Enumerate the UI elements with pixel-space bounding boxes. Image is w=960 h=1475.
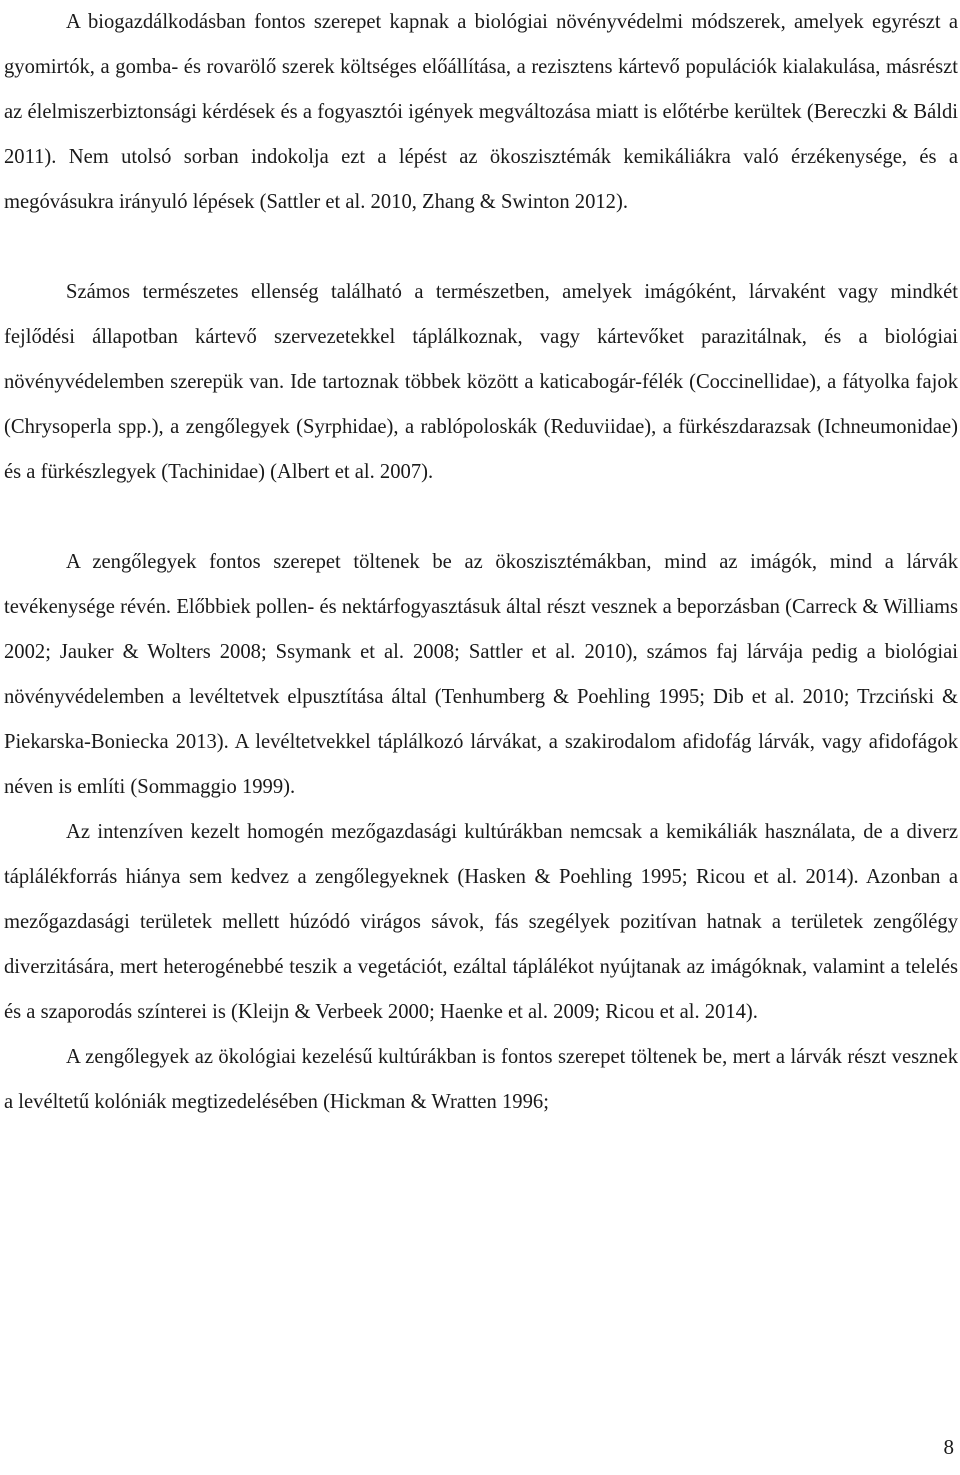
paragraph-natural-enemies: Számos természetes ellenség található a természetben, amelyek imágóként, lárvaként vagy mindkét fejlődési állapotban kártevő szervezetekkel táplálkoznak, vagy kártevőket parazitálnak, és a biológiai növényvédelemben szerepük van. Ide tartoznak többek között a katicabogár-félék (Coccinellidae), a fátyolka fajok (Chrysoperla spp.), a zengőlegyek (Syrphidae), a rablópoloskák (Reduviidae), a fürkészdarazsak (Ichneumonidae) és a fürkészlegyek (Tachinidae) (Albert et al. 2007). [4, 281, 958, 483]
paragraph-ecological-crops: A zengőlegyek az ökológiai kezelésű kultúrákban is fontos szerepet töltenek be, mert a lárvák részt vesznek a levéltetű kolóniák megtizedelésében (Hickman & Wratten 1996; [4, 1046, 958, 1113]
paragraph-biocontrol-intro: A biogazdálkodásban fontos szerepet kapnak a biológiai növényvédelmi módszerek, amelyek egyrészt a gyomirtók, a gomba- és rovarölő szerek költséges előállítása, a rezisztens kártevő populációk kialakulása, másrészt az élelmiszerbiztonsági kérdések és a fogyasztói igények megváltozása miatt is előtérbe kerültek (Bereczki & Báldi 2011). Nem utolsó sorban indokolja ezt a lépést az ökoszisztémák kemikáliákra való érzékenysége, és a megóvásukra irányuló lépések (Sattler et al. 2010, Zhang & Swinton 2012). [4, 11, 958, 213]
document-body [4, 0, 958, 1125]
paragraph-hoverflies-role: A zengőlegyek fontos szerepet töltenek be az ökoszisztémákban, mind az imágók, mind a lárvák tevékenysége révén. Előbbiek pollen- és nektárfogyasztásuk által részt vesznek a beporzásban (Carreck & Williams 2002; Jauker & Wolters 2008; Ssymank et al. 2008; Sattler et al. 2010), számos faj lárvája pedig a biológiai növényvédelemben a levéltetvek elpusztítása által (Tenhumberg & Poehling 1995; Dib et al. 2010; Trzciński & Piekarska-Boniecka 2013). A levéltetvekkel táplálkozó lárvákat, a szakirodalom afidofág lárvák, vagy afidofágok néven is említi (Sommaggio 1999). [4, 551, 958, 798]
page-number: 8 [943, 1435, 954, 1459]
paragraph-intensive-agriculture: Az intenzíven kezelt homogén mezőgazdasági kultúrákban nemcsak a kemikáliák használata, de a diverz táplálékforrás hiánya sem kedvez a zengőlegyeknek (Hasken & Poehling 1995; Ricou et al. 2014). Azonban a mezőgazdasági területek mellett húzódó virágos sávok, fás szegélyek pozitívan hatnak a területek zengőlégy diverzitására, mert heterogénebbé teszik a vegetációt, ezáltal táplálékot nyújtanak az imágóknak, valamint a telelés és a szaporodás színterei is (Kleijn & Verbeek 2000; Haenke et al. 2009; Ricou et al. 2014). [4, 821, 958, 1023]
